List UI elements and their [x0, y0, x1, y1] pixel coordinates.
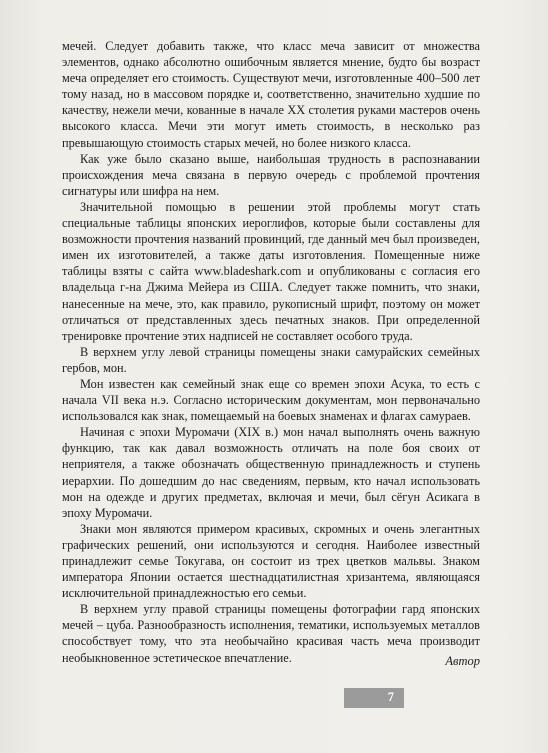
paragraph: Мон известен как семейный знак еще со времен эпохи Асука, то есть с начала VII века н.э. Согласно историческим документам, мон первоначально использовался как знак, помещаемый на боевых знаменах и флагах самураев.	[62, 376, 480, 424]
paragraph: В верхнем углу правой страницы помещены фотографии гард японских мечей – цуба. Разнообразность исполнения, тематики, используемых металлов способствует тому, что эта необычайно красивая часть меча производит необыкновенное эстетическое впечатление.	[62, 602, 480, 665]
paragraph: Значительной помощью в решении этой проблемы могут стать специальные таблицы японских иероглифов, которые были составлены для возможности прочтения названий провинций, где данный меч был произведен, имен их изготовителей, а также даты изготовления. Помещенные ниже таблицы взяты с сайта www.bladeshark.com и опубликованы с согласия его владельца г-на Джима Мейера из США. Следует также помнить, что знаки, нанесенные на мече, это, как правило, рукописный шрифт, поэтому он может отличаться от представленных здесь печатных знаков. При определенной тренировке прочтение этих надписей не составляет особого труда.	[62, 199, 480, 343]
paragraph: В верхнем углу левой страницы помещены знаки самурайских семейных гербов, мон.	[62, 344, 480, 375]
page-number-box	[344, 688, 404, 708]
paragraph: Начиная с эпохи Муромачи (XIX в.) мон начал выполнять очень важную функцию, так как давал возможность отличать на поле боя своих от неприятеля, а также обозначать общественную принадлежность и ступень иерархии. По дошедшим до нас сведениям, первым, кто начал использовать мон на одежде и других предметах, включая и мечи, был сёгун Асикага в эпоху Муромачи.	[62, 425, 480, 520]
author-signature: Автор	[445, 654, 480, 668]
paragraph: мечей. Следует добавить также, что класс меча зависит от множества элементов, однако абсолютно ошибочным является мнение, будто бы возраст меча определяет его стоимость. Существуют мечи, изготовленные 400–500 лет тому назад, но в массовом порядке и, соответственно, значительно худшие по качеству, нежели мечи, кованные в начале XX столетия руками мастеров очень высокого класса. Мечи эти могут иметь стоимость, в несколько раз превышающую стоимость старых мечей, но более низкого класса.	[62, 39, 480, 150]
paragraph: Знаки мон являются примером красивых, скромных и очень элегантных графических решений, они используются и сегодня. Наиболее известный принадлежит семье Токугава, он состоит из трех цветков мальвы. Знаком императора Японии остается шестнадцатилистная хризантема, являющаяся исключительной принадлежностью его семьи.	[62, 521, 480, 601]
text-column	[62, 38, 480, 666]
paragraph: Как уже было сказано выше, наибольшая трудность в распознавании происхождения меча связана в первую очередь с проблемой прочтения сигнатуры или шифра на нем.	[62, 151, 480, 198]
page-number: 7	[387, 690, 394, 704]
